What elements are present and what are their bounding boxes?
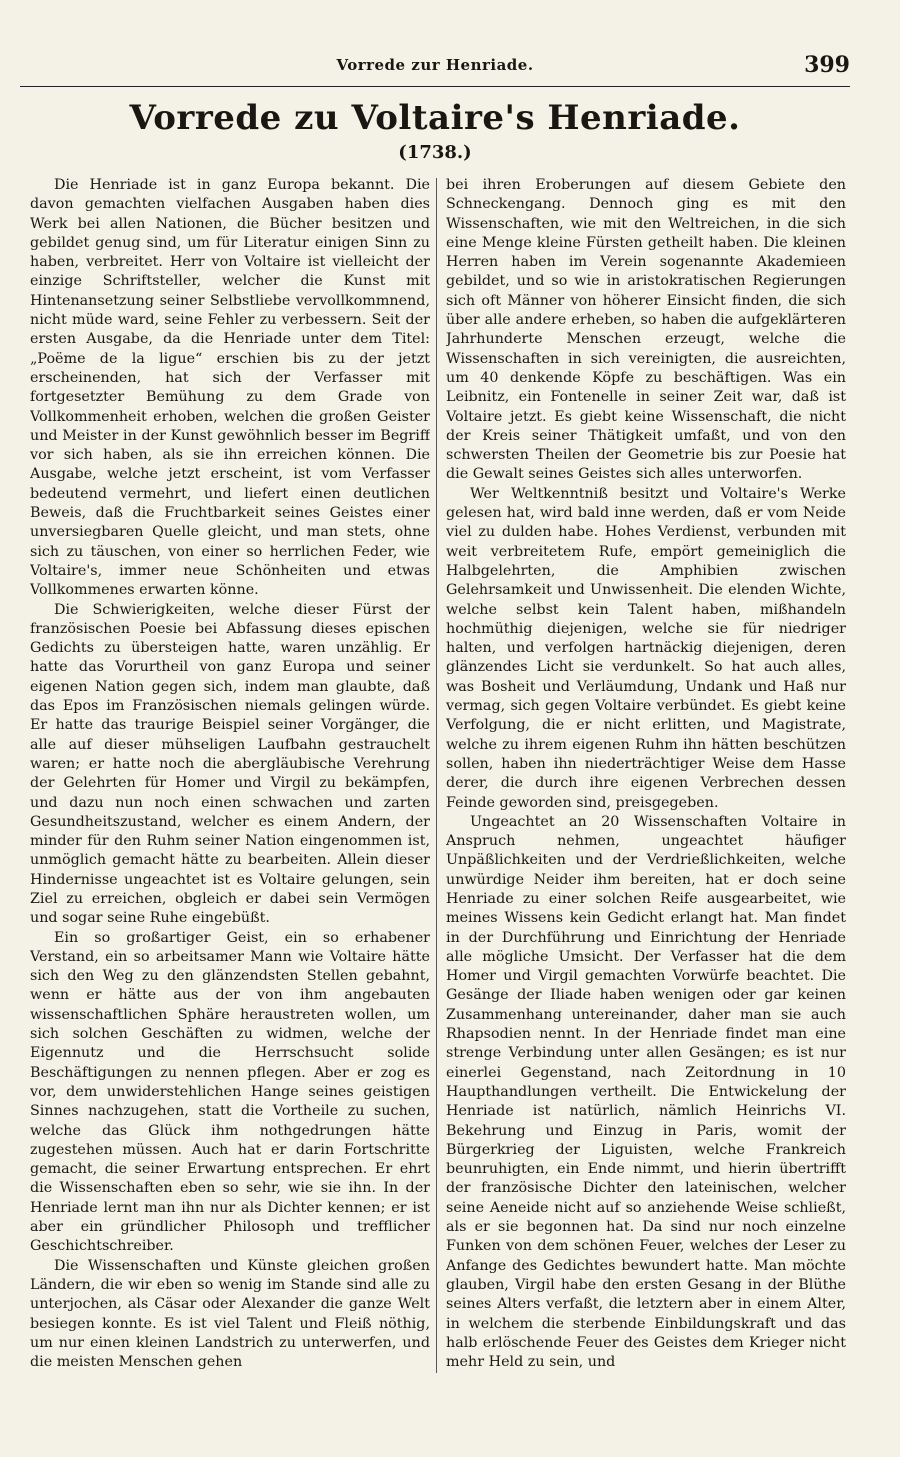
column-divider: [436, 178, 437, 1373]
paragraph: Die Henriade ist in ganz Europa bekannt. Die davon gemachten vielfachen Ausgaben haben dies Werk bei allen Nationen, die Bücher besitzen und gebildet genug sind, um für Literatur einigen Sinn zu haben, verbreitet. Herr von Voltaire ist vielleicht der einzige Schriftsteller, welcher die Kunst mit Hintenansetzung seiner Selbstliebe vervollkommnend, nicht müde ward, seine Fehler zu verbessern. Seit der ersten Ausgabe, da die Henriade unter dem Titel: „Poëme de la ligue“ erschien bis zu der jetzt erscheinenden, hat sich der Verfasser mit fortgesetzter Bemühung zu dem Grade von Vollkommenheit erhoben, welchen die großen Geister und Meister in der Kunst gewöhnlich besser im Begriff vor sich haben, als sie ihn erreichen können. Die Ausgabe, welche jetzt erscheint, ist vom Verfasser bedeutend vermehrt, und liefert einen deutlichen Beweis, daß die Fruchtbarkeit seines Geistes einer unversiegbaren Quelle gleicht, und man stets, ohne sich zu täuschen, von einer so herrlichen Feder, wie Voltaire's, immer neue Schönheiten und etwas Vollkommenes erwarten könne.: [30, 177, 430, 599]
header-rule: [20, 86, 850, 87]
document-title: Vorrede zu Voltaire's Henriade.: [129, 98, 741, 138]
paragraph: Ungeachtet an 20 Wissenschaften Voltaire in Anspruch nehmen, ungeachtet häufiger Unpäßlichkeiten und der Verdrießlichkeiten, welche unwürdige Neider ihm bereiten, hat er doch seine Henriade zu einer solchen Reife ausgearbeitet, wie meines Wissens kein Gedicht erlangt hat. Man findet in der Durchführung und Einrichtung der Henriade alle mögliche Umsicht. Der Verfasser hat die dem Homer und Virgil gemachten Vorwürfe beachtet. Die Gesänge der Iliade haben wenigen oder gar keinen Zusammenhang untereinander, daher man sie auch Rhapsodien nennt. In der Henriade findet man eine strenge Verbindung unter allen Gesängen; es ist nur einerlei Gegenstand, nach Zeitordnung in 10 Haupthandlungen vertheilt. Die Entwickelung der Henriade ist natürlich, nämlich Heinrichs VI. Bekehrung und Einzug in Paris, womit der Bürgerkrieg der Liguisten, welche Frankreich beunruhigten, ein Ende nimmt, und hierin übertrifft der französische Dichter den lateinischen, welcher seine Aeneide nicht auf so anziehende Weise schließt, als er sie begonnen hat. Da sind nur noch einzelne Funken von dem schönen Feuer, welches der Leser zu Anfange des Gedichtes bewundert hatte. Man möchte glauben, Virgil habe den ersten Gesang in der Blüthe seines Alters verfaßt, die letztern aber in einem Alter, in welchem die sterbende Einbildungskraft und das halb erlöschende Feuer des Geistes dem Krieger nicht mehr Held zu sein, und: [446, 813, 846, 1371]
text-column-left: [30, 176, 430, 1401]
paragraph: Ein so großartiger Geist, ein so erhabener Verstand, ein so arbeitsamer Mann wie Voltaire hätte sich den Weg zu den glänzendsten Stellen gebahnt, wenn er hätte aus der von ihm angebauten wissenschaftlichen Sphäre heraustreten wollen, um sich solchen Geschäften zu widmen, welche der Eigennutz und die Herrschsucht solide Beschäftigungen zu nennen pflegen. Aber er zog es vor, dem unwiderstehlichen Hange seines geistigen Sinnes nachzugehen, statt die Vortheile zu suchen, welche das Glück ihm nothgedrungen hätte zugestehen müssen. Auch hat er darin Fortschritte gemacht, die seiner Erwartung entsprechen. Er ehrt die Wissenschaften eben so sehr, wie sie ihn. In der Henriade lernt man ihn nur als Dichter kennen; er ist aber ein gründlicher Philosoph und trefflicher Geschichtschreiber.: [30, 929, 430, 1255]
text-column-right: [446, 176, 846, 1401]
paragraph: Wer Weltkenntniß besitzt und Voltaire's Werke gelesen hat, wird bald inne werden, daß er vom Neide viel zu dulden habe. Hohes Verdienst, verbunden mit weit verbreitetem Rufe, empört gemeiniglich die Halbgelehrten, die Amphibien zwischen Gelehrsamkeit und Unwissenheit. Die elenden Wichte, welche selbst kein Talent haben, mißhandeln hochmüthig diejenigen, welche sie für niedriger halten, und verfolgen hartnäckig diejenigen, deren glänzendes Licht sie verdunkelt. So hat auch alles, was Bosheit und Verläumdung, Undank und Haß nur vermag, sich gegen Voltaire verbündet. Es giebt keine Verfolgung, die er nicht erlitten, und Magistrate, welche zu ihrem eigenen Ruhm ihn hätten beschützen sollen, haben ihn niederträchtiger Weise dem Hasse derer, die durch ihre eigenen Verbrechen dessen Feinde geworden sind, preisgegeben.: [446, 485, 846, 811]
paragraph: Die Wissenschaften und Künste gleichen großen Ländern, die wir eben so wenig im Stande sind alle zu unterjochen, als Cäsar oder Alexander die ganze Welt besiegen konnte. Es ist viel Talent und Fleiß nöthig, um nur einen kleinen Landstrich zu unterwerfen, und die meisten Menschen gehen: [30, 1257, 430, 1371]
running-head: [20, 52, 850, 84]
page-number: 399: [804, 52, 850, 78]
running-title: Vorrede zur Henriade.: [336, 56, 534, 74]
paragraph: Die Schwierigkeiten, welche dieser Fürst der französischen Poesie bei Abfassung dieses epischen Gedichts zu übersteigen hatte, waren unzählig. Er hatte das Vorurtheil von ganz Europa und seiner eigenen Nation gegen sich, indem man glaubte, daß das Epos im Französischen niemals gelingen würde. Er hatte das traurige Beispiel seiner Vorgänger, die alle auf dieser mühseligen Laufbahn gestrauchelt waren; er hatte noch die abergläubische Verehrung der Gelehrten für Homer und Virgil zu bekämpfen, und dazu nun noch einen schwachen und zarten Gesundheitszustand, welcher es einem Andern, der minder für den Ruhm seiner Nation eingenommen ist, unmöglich gemacht hätte zu bearbeiten. Allein dieser Hindernisse ungeachtet ist es Voltaire gelungen, sein Ziel zu erreichen, obgleich er dabei sein Vermögen und sogar seine Ruhe eingebüßt.: [30, 601, 430, 927]
paragraph-continued: bei ihren Eroberungen auf diesem Gebiete den Schneckengang. Dennoch ging es mit den Wissenschaften, wie mit den Weltreichen, in die sich eine Menge kleine Fürsten getheilt haben. Die kleinen Herren haben im Verein sogenannte Akademieen gebildet, und so wie in aristokratischen Regierungen sich oft Männer von höherer Einsicht finden, die sich über alle andere erheben, so haben die aufgeklärteren Jahrhunderte Menschen erzeugt, welche die Wissenschaften in sich vereinigten, die ausreichten, um 40 denkende Köpfe zu beschäftigen. Was ein Leibnitz, ein Fontenelle in seiner Zeit war, daß ist Voltaire jetzt. Es giebt keine Wissenschaft, die nicht der Kreis seiner Thätigkeit umfaßt, und von den schwersten Theilen der Geometrie bis zur Poesie hat die Gewalt seines Geistes sich alles unterworfen.: [446, 177, 846, 483]
document-year: (1738.): [398, 142, 472, 163]
